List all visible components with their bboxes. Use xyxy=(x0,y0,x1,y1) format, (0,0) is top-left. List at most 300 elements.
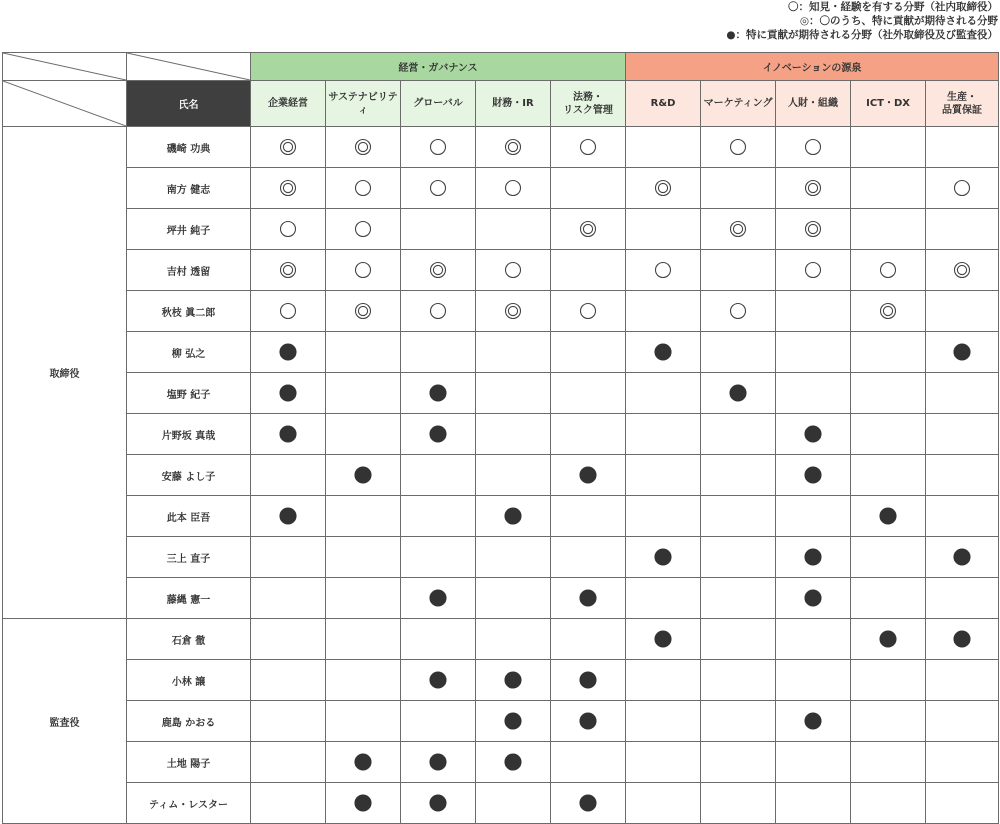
skill-cell xyxy=(926,168,999,209)
skill-cell xyxy=(926,496,999,537)
table-row xyxy=(3,496,999,537)
skill-cell xyxy=(851,291,926,332)
person-name: 鹿島 かおる xyxy=(127,701,251,742)
skill-cell xyxy=(476,578,551,619)
double-circle-mark xyxy=(279,179,297,197)
skill-cell xyxy=(776,373,851,414)
skill-cell xyxy=(626,660,701,701)
skill-cell xyxy=(626,168,701,209)
skill-cell xyxy=(326,414,401,455)
skill-cell xyxy=(251,619,326,660)
skill-cell xyxy=(551,373,626,414)
skill-cell xyxy=(476,250,551,291)
filled-circle-mark xyxy=(504,712,522,730)
skill-cell xyxy=(326,619,401,660)
skill-cell xyxy=(626,537,701,578)
table-row xyxy=(3,783,999,824)
skill-cell xyxy=(926,250,999,291)
skill-cell xyxy=(701,660,776,701)
skill-cell xyxy=(851,619,926,660)
skill-cell xyxy=(551,127,626,168)
skill-cell xyxy=(701,619,776,660)
skill-cell xyxy=(776,209,851,250)
skill-cell xyxy=(626,414,701,455)
column-header-label: マーケティング xyxy=(703,98,773,109)
skill-cell xyxy=(776,414,851,455)
skill-cell xyxy=(476,291,551,332)
skill-cell xyxy=(851,209,926,250)
column-header xyxy=(401,81,476,127)
column-header xyxy=(626,81,701,127)
person-name: 片野坂 真哉 xyxy=(127,414,251,455)
skill-cell xyxy=(626,496,701,537)
column-header-label: 財務・IR xyxy=(492,98,534,109)
skill-cell xyxy=(626,455,701,496)
filled-circle-mark xyxy=(429,671,447,689)
skill-cell xyxy=(251,701,326,742)
skill-cell xyxy=(476,373,551,414)
skill-cell xyxy=(851,783,926,824)
filled-circle-mark xyxy=(729,384,747,402)
column-header xyxy=(326,81,401,127)
skill-cell xyxy=(626,742,701,783)
group-header-row xyxy=(3,53,999,81)
double-circle-mark xyxy=(953,261,971,279)
filled-circle-mark xyxy=(429,589,447,607)
skill-cell xyxy=(701,537,776,578)
skill-cell xyxy=(401,701,476,742)
skill-cell xyxy=(701,209,776,250)
filled-circle-mark xyxy=(654,548,672,566)
circle-mark xyxy=(729,138,747,156)
skill-cell xyxy=(701,578,776,619)
skill-cell xyxy=(551,783,626,824)
diagonal-cell xyxy=(3,53,127,81)
circle-mark xyxy=(354,220,372,238)
skill-cell xyxy=(776,701,851,742)
filled-circle-mark xyxy=(504,671,522,689)
skill-cell xyxy=(476,537,551,578)
skill-cell xyxy=(701,742,776,783)
skill-cell xyxy=(851,250,926,291)
skill-cell xyxy=(401,168,476,209)
circle-mark xyxy=(429,138,447,156)
legend-filled-circle: ●：特に貢献が期待される分野（社外取締役及び監査役） xyxy=(726,29,998,41)
skill-cell xyxy=(401,496,476,537)
skill-cell xyxy=(251,742,326,783)
skill-cell xyxy=(476,496,551,537)
skill-cell xyxy=(926,701,999,742)
skill-cell xyxy=(251,209,326,250)
skill-cell xyxy=(551,537,626,578)
filled-circle-mark xyxy=(429,794,447,812)
column-header-label: サステナビリティ xyxy=(328,91,398,116)
skill-cell xyxy=(851,414,926,455)
skill-cell xyxy=(851,168,926,209)
skill-cell xyxy=(926,660,999,701)
person-name: 三上 直子 xyxy=(127,537,251,578)
skill-cell xyxy=(776,127,851,168)
filled-circle-mark xyxy=(354,466,372,484)
person-name: 藤縄 憲一 xyxy=(127,578,251,619)
table-row xyxy=(3,332,999,373)
skill-cell xyxy=(251,496,326,537)
double-circle-mark xyxy=(879,302,897,320)
column-header-label: R&D xyxy=(650,98,676,109)
table-row xyxy=(3,742,999,783)
filled-circle-mark xyxy=(804,589,822,607)
skill-cell xyxy=(251,537,326,578)
column-header xyxy=(701,81,776,127)
skill-cell xyxy=(251,250,326,291)
skill-cell xyxy=(701,414,776,455)
skill-cell xyxy=(926,783,999,824)
double-circle-mark xyxy=(429,261,447,279)
skill-cell xyxy=(851,537,926,578)
skill-cell xyxy=(851,742,926,783)
person-name: 柳 弘之 xyxy=(127,332,251,373)
skill-cell xyxy=(701,127,776,168)
skill-cell xyxy=(551,455,626,496)
filled-circle-mark xyxy=(654,630,672,648)
skill-cell xyxy=(551,168,626,209)
skill-cell xyxy=(851,660,926,701)
skill-cell xyxy=(326,168,401,209)
skill-cell xyxy=(251,783,326,824)
skill-cell xyxy=(851,455,926,496)
person-name: 此本 臣吾 xyxy=(127,496,251,537)
skill-cell xyxy=(401,332,476,373)
skill-cell xyxy=(551,578,626,619)
skill-cell xyxy=(401,660,476,701)
skill-cell xyxy=(326,701,401,742)
circle-mark xyxy=(953,179,971,197)
skill-cell xyxy=(251,332,326,373)
filled-circle-mark xyxy=(654,343,672,361)
skill-cell xyxy=(776,332,851,373)
skill-cell xyxy=(401,455,476,496)
column-header xyxy=(776,81,851,127)
skill-cell xyxy=(701,701,776,742)
circle-mark xyxy=(354,261,372,279)
skill-cell xyxy=(326,742,401,783)
skill-cell xyxy=(926,373,999,414)
skill-cell xyxy=(401,127,476,168)
skill-cell xyxy=(476,332,551,373)
filled-circle-mark xyxy=(804,548,822,566)
filled-circle-mark xyxy=(279,425,297,443)
circle-mark xyxy=(579,302,597,320)
skill-cell xyxy=(626,250,701,291)
skill-cell xyxy=(326,496,401,537)
filled-circle-mark xyxy=(953,630,971,648)
skill-cell xyxy=(926,455,999,496)
skill-cell xyxy=(626,701,701,742)
double-circle-mark xyxy=(279,261,297,279)
skill-cell xyxy=(401,619,476,660)
circle-mark xyxy=(654,261,672,279)
column-header-label: 品質保証 xyxy=(942,104,983,116)
skill-cell xyxy=(776,455,851,496)
filled-circle-mark xyxy=(579,794,597,812)
person-name: 安藤 よし子 xyxy=(127,455,251,496)
filled-circle-mark xyxy=(579,712,597,730)
skill-cell xyxy=(251,168,326,209)
circle-mark xyxy=(804,261,822,279)
filled-circle-mark xyxy=(429,425,447,443)
column-header-label: ICT・DX xyxy=(866,98,910,109)
skill-cell xyxy=(626,127,701,168)
skill-cell xyxy=(326,455,401,496)
skill-cell xyxy=(776,537,851,578)
diagonal-cell xyxy=(3,81,127,127)
double-circle-mark xyxy=(504,302,522,320)
circle-mark xyxy=(354,179,372,197)
skill-cell xyxy=(401,783,476,824)
table-row xyxy=(3,168,999,209)
filled-circle-mark xyxy=(579,671,597,689)
filled-circle-mark xyxy=(429,753,447,771)
skill-cell xyxy=(551,414,626,455)
table-row xyxy=(3,537,999,578)
person-name: 土地 陽子 xyxy=(127,742,251,783)
filled-circle-mark xyxy=(579,589,597,607)
skill-cell xyxy=(551,291,626,332)
skill-cell xyxy=(476,455,551,496)
filled-circle-mark xyxy=(953,548,971,566)
skill-cell xyxy=(551,496,626,537)
skill-cell xyxy=(926,414,999,455)
skill-cell xyxy=(776,168,851,209)
skill-cell xyxy=(851,578,926,619)
skill-cell xyxy=(776,660,851,701)
skill-cell xyxy=(476,783,551,824)
column-header xyxy=(926,81,999,127)
filled-circle-mark xyxy=(879,630,897,648)
skill-cell xyxy=(701,168,776,209)
column-header-label: 生産・ xyxy=(947,91,978,103)
circle-mark xyxy=(429,179,447,197)
skill-cell xyxy=(776,496,851,537)
filled-circle-mark xyxy=(804,425,822,443)
column-header-label: 法務・ xyxy=(573,91,604,103)
filled-circle-mark xyxy=(279,343,297,361)
column-header xyxy=(251,81,326,127)
skill-cell xyxy=(251,414,326,455)
skill-cell xyxy=(476,168,551,209)
table-row xyxy=(3,455,999,496)
filled-circle-mark xyxy=(354,753,372,771)
table-row xyxy=(3,373,999,414)
filled-circle-mark xyxy=(504,507,522,525)
skill-cell xyxy=(926,578,999,619)
table-row xyxy=(3,414,999,455)
skill-cell xyxy=(851,496,926,537)
skill-cell xyxy=(626,209,701,250)
skill-cell xyxy=(326,537,401,578)
skill-cell xyxy=(626,619,701,660)
column-header-row xyxy=(3,81,999,127)
table-row xyxy=(3,578,999,619)
skill-cell xyxy=(251,373,326,414)
filled-circle-mark xyxy=(429,384,447,402)
role-label: 取締役 xyxy=(3,127,127,619)
skill-cell xyxy=(851,701,926,742)
skill-cell xyxy=(326,332,401,373)
skill-cell xyxy=(776,742,851,783)
skill-cell xyxy=(326,209,401,250)
skill-cell xyxy=(401,414,476,455)
skill-cell xyxy=(401,250,476,291)
column-header xyxy=(551,81,626,127)
group-innovation-header: イノベーションの源泉 xyxy=(626,53,999,81)
table-row xyxy=(3,701,999,742)
skill-cell xyxy=(626,783,701,824)
table-row xyxy=(3,209,999,250)
skill-cell xyxy=(776,250,851,291)
table-row xyxy=(3,619,999,660)
column-header-label: 人財・組織 xyxy=(788,98,839,109)
column-header-label: リスク管理 xyxy=(563,104,613,116)
skill-cell xyxy=(251,455,326,496)
skill-cell xyxy=(701,496,776,537)
circle-mark xyxy=(804,138,822,156)
skill-cell xyxy=(251,660,326,701)
person-name: 磯崎 功典 xyxy=(127,127,251,168)
skill-cell xyxy=(626,291,701,332)
filled-circle-mark xyxy=(804,466,822,484)
person-name: 小林 譲 xyxy=(127,660,251,701)
skill-cell xyxy=(926,332,999,373)
circle-mark xyxy=(504,179,522,197)
filled-circle-mark xyxy=(504,753,522,771)
legend xyxy=(726,0,998,42)
double-circle-mark xyxy=(804,179,822,197)
circle-mark xyxy=(579,138,597,156)
table-row xyxy=(3,250,999,291)
skill-cell xyxy=(851,127,926,168)
double-circle-mark xyxy=(504,138,522,156)
filled-circle-mark xyxy=(804,712,822,730)
skill-cell xyxy=(326,660,401,701)
skill-cell xyxy=(701,783,776,824)
skill-cell xyxy=(401,578,476,619)
skill-cell xyxy=(851,332,926,373)
skill-cell xyxy=(926,291,999,332)
double-circle-mark xyxy=(804,220,822,238)
skill-cell xyxy=(626,373,701,414)
skill-cell xyxy=(776,291,851,332)
column-header-label: 企業経営 xyxy=(268,98,308,109)
column-header-label: グローバル xyxy=(413,98,463,109)
name-column-header: 氏名 xyxy=(127,81,251,127)
column-header xyxy=(476,81,551,127)
skill-cell xyxy=(251,127,326,168)
person-name: 石倉 徹 xyxy=(127,619,251,660)
skill-cell xyxy=(326,783,401,824)
skill-cell xyxy=(926,619,999,660)
skill-cell xyxy=(476,414,551,455)
skill-cell xyxy=(551,332,626,373)
skill-cell xyxy=(476,209,551,250)
skill-cell xyxy=(551,250,626,291)
skill-cell xyxy=(701,250,776,291)
filled-circle-mark xyxy=(879,507,897,525)
table-row xyxy=(3,127,999,168)
skill-cell xyxy=(401,373,476,414)
legend-double-circle: ◎：〇のうち、特に貢献が期待される分野 xyxy=(799,15,998,27)
skill-cell xyxy=(401,291,476,332)
filled-circle-mark xyxy=(279,507,297,525)
skill-cell xyxy=(476,742,551,783)
circle-mark xyxy=(279,220,297,238)
column-header xyxy=(851,81,926,127)
skill-cell xyxy=(551,742,626,783)
double-circle-mark xyxy=(279,138,297,156)
skill-cell xyxy=(326,250,401,291)
skills-matrix-table xyxy=(2,52,999,824)
double-circle-mark xyxy=(354,138,372,156)
double-circle-mark xyxy=(654,179,672,197)
skill-cell xyxy=(551,701,626,742)
person-name: 南方 健志 xyxy=(127,168,251,209)
skill-cell xyxy=(326,373,401,414)
double-circle-mark xyxy=(729,220,747,238)
skill-cell xyxy=(926,127,999,168)
skill-cell xyxy=(551,660,626,701)
skill-cell xyxy=(326,578,401,619)
skill-cell xyxy=(926,742,999,783)
skill-cell xyxy=(701,291,776,332)
filled-circle-mark xyxy=(354,794,372,812)
person-name: ティム・レスター xyxy=(127,783,251,824)
skill-cell xyxy=(251,291,326,332)
skill-cell xyxy=(701,332,776,373)
circle-mark xyxy=(879,261,897,279)
person-name: 秋枝 眞二郎 xyxy=(127,291,251,332)
skill-cell xyxy=(851,373,926,414)
circle-mark xyxy=(429,302,447,320)
table-row xyxy=(3,660,999,701)
skill-cell xyxy=(326,291,401,332)
person-name: 塩野 紀子 xyxy=(127,373,251,414)
skill-cell xyxy=(626,332,701,373)
skill-cell xyxy=(251,578,326,619)
skill-cell xyxy=(326,127,401,168)
person-name: 坪井 純子 xyxy=(127,209,251,250)
filled-circle-mark xyxy=(953,343,971,361)
skill-cell xyxy=(401,209,476,250)
skill-cell xyxy=(926,537,999,578)
skill-cell xyxy=(776,619,851,660)
skill-cell xyxy=(776,783,851,824)
filled-circle-mark xyxy=(279,384,297,402)
person-name: 吉村 透留 xyxy=(127,250,251,291)
skill-cell xyxy=(476,619,551,660)
skill-cell xyxy=(551,619,626,660)
double-circle-mark xyxy=(579,220,597,238)
circle-mark xyxy=(279,302,297,320)
skill-cell xyxy=(476,701,551,742)
table-row xyxy=(3,291,999,332)
filled-circle-mark xyxy=(579,466,597,484)
diagonal-cell xyxy=(127,53,251,81)
skill-cell xyxy=(776,578,851,619)
skill-cell xyxy=(476,127,551,168)
legend-circle: 〇：知見・経験を有する分野（社内取締役） xyxy=(788,1,998,13)
skill-cell xyxy=(926,209,999,250)
skill-cell xyxy=(701,373,776,414)
